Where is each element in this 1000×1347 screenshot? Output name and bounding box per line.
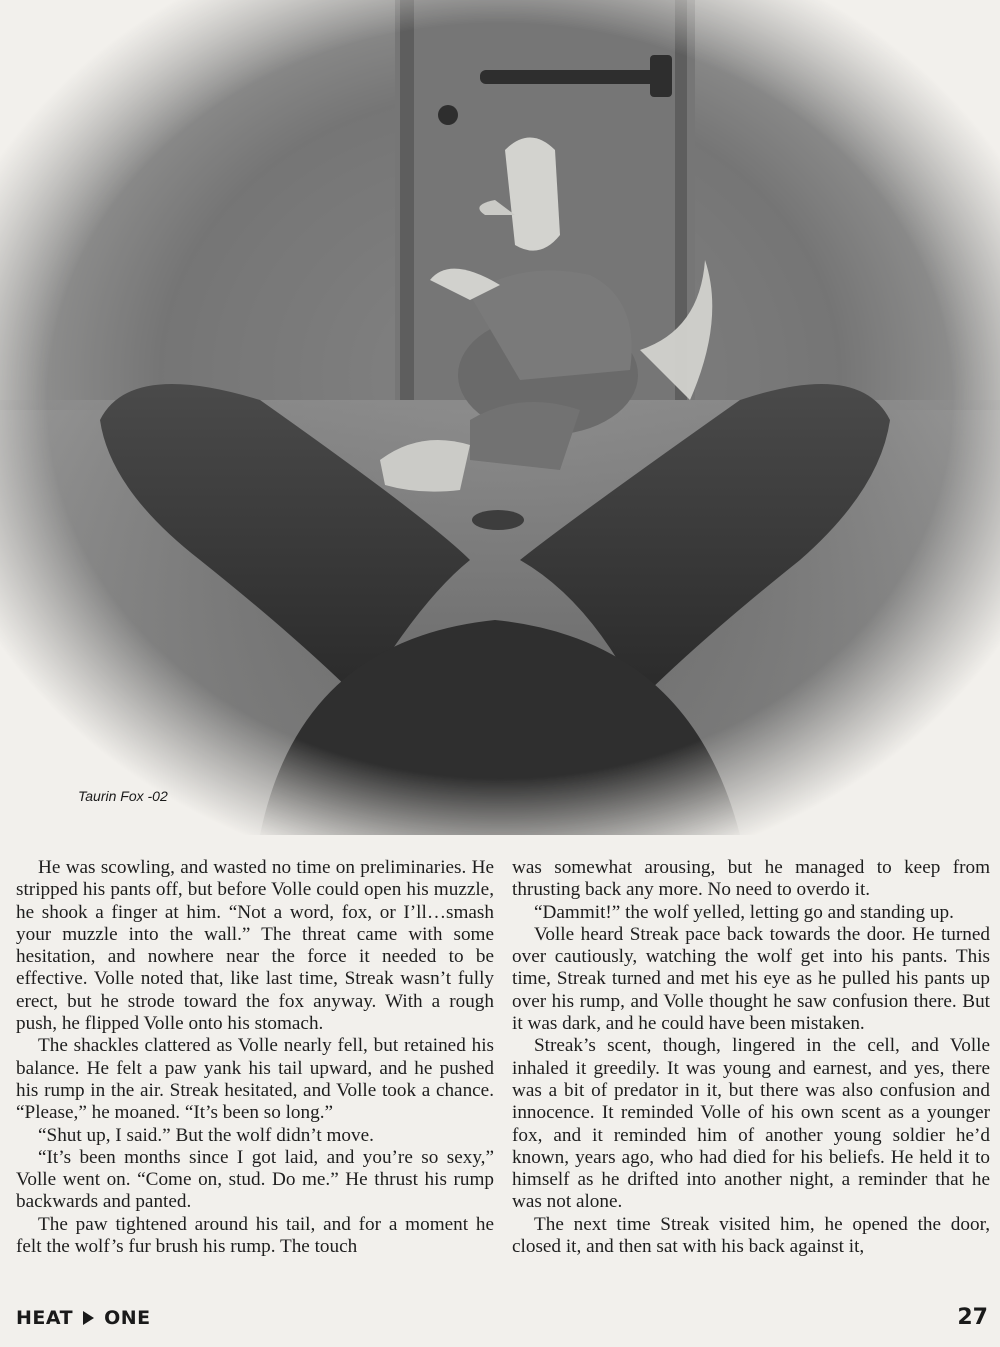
paragraph: Volle heard Streak pace back towards the door. He turned over cautiously, watching the wolf get into his pants. This time, Streak turned and met his eye as he pulled his pants up over his rump, and Volle thought he saw confusion there. But it was dark, and he could have been mistaken. (512, 923, 990, 1035)
page-number: 27 (957, 1305, 988, 1330)
paragraph: The shackles clattered as Volle nearly fell, but retained his balance. He felt a paw yank his tail upward, and he pushed his rump in the air. Streak hesitated, and Volle took a chance. “Please,” he moaned. “It’s been so long.” (16, 1035, 494, 1124)
paragraph: “It’s been months since I got laid, and you’re so sexy,” Volle went on. “Come on, stud. Do me.” He thrust his rump backwards and panted. (16, 1146, 494, 1213)
artist-signature: Taurin Fox -02 (78, 788, 168, 804)
paragraph: The paw tightened around his tail, and for a moment he felt the wolf’s fur brush his rump. The touch (16, 1213, 494, 1258)
issue-label: ONE (104, 1307, 151, 1329)
paragraph: He was scowling, and wasted no time on preliminaries. He stripped his pants off, but before Volle could open his muzzle, he shook a finger at him. “Not a word, fox, or I’ll…smash your muzzle into the wall.” The threat came with some hesitation, and nowhere near the force it needed to be effective. Volle noted that, like last time, Streak wasn’t fully erect, but he strode toward the fox anyway. With a rough push, he flipped Volle onto his stomach. (16, 857, 494, 1035)
door-hinge (480, 70, 670, 84)
right-triangle-icon (83, 1311, 94, 1325)
magazine-footer (16, 1307, 151, 1329)
paragraph: The next time Streak visited him, he opened the door, closed it, and then sat with his back against it, (512, 1213, 990, 1258)
door-handle (438, 105, 458, 125)
paragraph: “Shut up, I said.” But the wolf didn’t move. (38, 1124, 374, 1146)
paragraph: Streak’s scent, though, lingered in the cell, and Volle inhaled it greedily. It was young and earnest, and yes, there was a bit of predator in it, but there was also confusion and innocence. It reminded Volle of his own scent as a younger fox, and it reminded him of another young soldier he’d known, years ago, who had died for his beliefs. He held it to himself as he drifted into another night, a reminder that he was not alone. (512, 1035, 990, 1213)
paragraph: “Dammit!” the wolf yelled, letting go and standing up. (534, 901, 954, 923)
magazine-title: HEAT (16, 1307, 74, 1329)
text-column-left (16, 857, 494, 1258)
text-column-right (512, 857, 990, 1258)
paragraph: was somewhat arousing, but he managed to keep from thrusting back any more. No need to overdo it. (512, 857, 990, 901)
